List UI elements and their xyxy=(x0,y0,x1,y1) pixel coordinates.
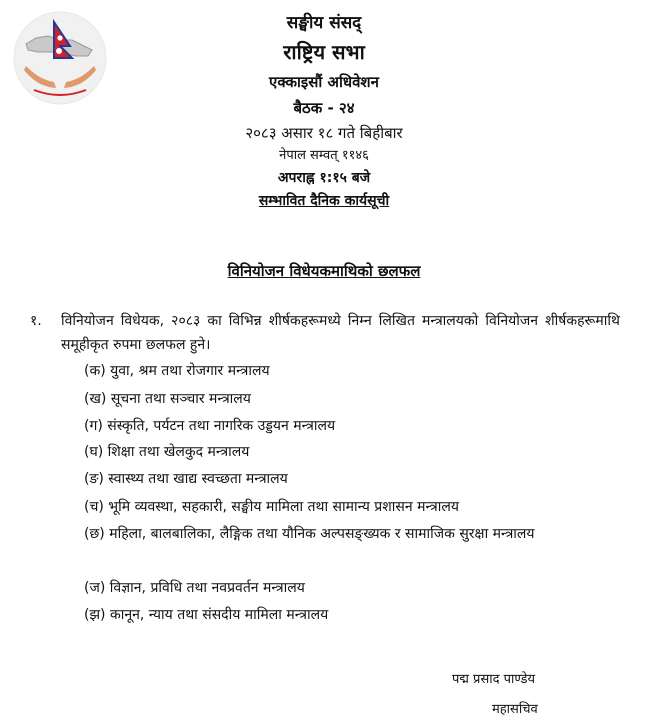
list-item xyxy=(84,359,614,383)
parliament-emblem-icon xyxy=(12,10,108,106)
list-item-text: युवा, श्रम तथा रोजगार मन्त्रालय xyxy=(110,363,270,379)
list-item-text: महिला, बालबालिका, लैङ्गिक तथा यौनिक अल्पसङ्ख्यक र सामाजिक सुरक्षा मन्त्रालय xyxy=(109,526,535,542)
list-item xyxy=(84,387,614,411)
list-item-label: (च) xyxy=(84,499,104,515)
list-item xyxy=(84,440,614,464)
list-item-label: (क) xyxy=(84,363,106,379)
signature-block xyxy=(452,665,538,725)
agenda-title: सम्भावित दैनिक कार्यसूची xyxy=(258,192,390,209)
list-item xyxy=(84,522,634,546)
list-item-label: (ग) xyxy=(84,418,103,434)
signatory-title: महासचिव xyxy=(492,702,538,717)
chamber-name: राष्ट्रिय सभा xyxy=(283,39,365,64)
section-title: विनियोजन विधेयकमाथिको छलफल xyxy=(227,262,421,280)
nepal-sambat-line: नेपाल सम्वत् ११४६ xyxy=(279,148,369,164)
list-item-text: संस्कृति, पर्यटन तथा नागरिक उड्डयन मन्त्रालय xyxy=(107,418,336,434)
time-line: अपराह्न १:१५ बजे xyxy=(277,170,371,187)
list-item-label: (छ) xyxy=(84,526,105,542)
item-text: विनियोजन विधेयक, २०८३ का विभिन्न शीर्षकहरूमध्ये निम्न लिखित मन्त्रालयको विनियोजन शीर्षकहरूमाथि समूहीकृत रुपमा छलफल हुने। xyxy=(61,313,620,353)
header xyxy=(120,0,528,209)
list-item-text: विज्ञान, प्रविधि तथा नवप्रवर्तन मन्त्रालय xyxy=(109,580,305,596)
session-name: एक्काइसौं अधिवेशन xyxy=(269,72,379,91)
agenda-item xyxy=(30,309,620,357)
list-item xyxy=(84,576,614,600)
list-item-label: (झ) xyxy=(84,607,106,623)
date-line: २०८३ असार १८ गते बिहीबार xyxy=(245,123,403,142)
list-item xyxy=(84,467,614,491)
list-item-text: सूचना तथा सञ्चार मन्त्रालय xyxy=(110,391,251,407)
meeting-number: बैठक - २४ xyxy=(293,99,355,118)
list-item xyxy=(84,603,614,627)
list-item-text: भूमि व्यवस्था, सहकारी, सङ्घीय मामिला तथा सामान्य प्रशासन मन्त्रालय xyxy=(108,499,459,515)
list-item-text: कानून, न्याय तथा संसदीय मामिला मन्त्रालय xyxy=(109,607,329,623)
list-item-label: (ख) xyxy=(84,391,107,407)
list-item-text: स्वास्थ्य तथा खाद्य स्वच्छता मन्त्रालय xyxy=(108,471,288,487)
list-item-label: (घ) xyxy=(84,444,104,460)
list-item-label: (ज) xyxy=(84,580,106,596)
list-item xyxy=(84,495,614,519)
house-name: सङ्घीय संसद् xyxy=(286,13,362,33)
item-number: १. xyxy=(30,313,42,329)
signatory-name: पद्म प्रसाद पाण्डेय xyxy=(452,672,536,687)
list-item-text: शिक्षा तथा खेलकुद मन्त्रालय xyxy=(107,444,250,460)
list-item xyxy=(84,414,614,438)
list-item-label: (ङ) xyxy=(84,471,104,487)
